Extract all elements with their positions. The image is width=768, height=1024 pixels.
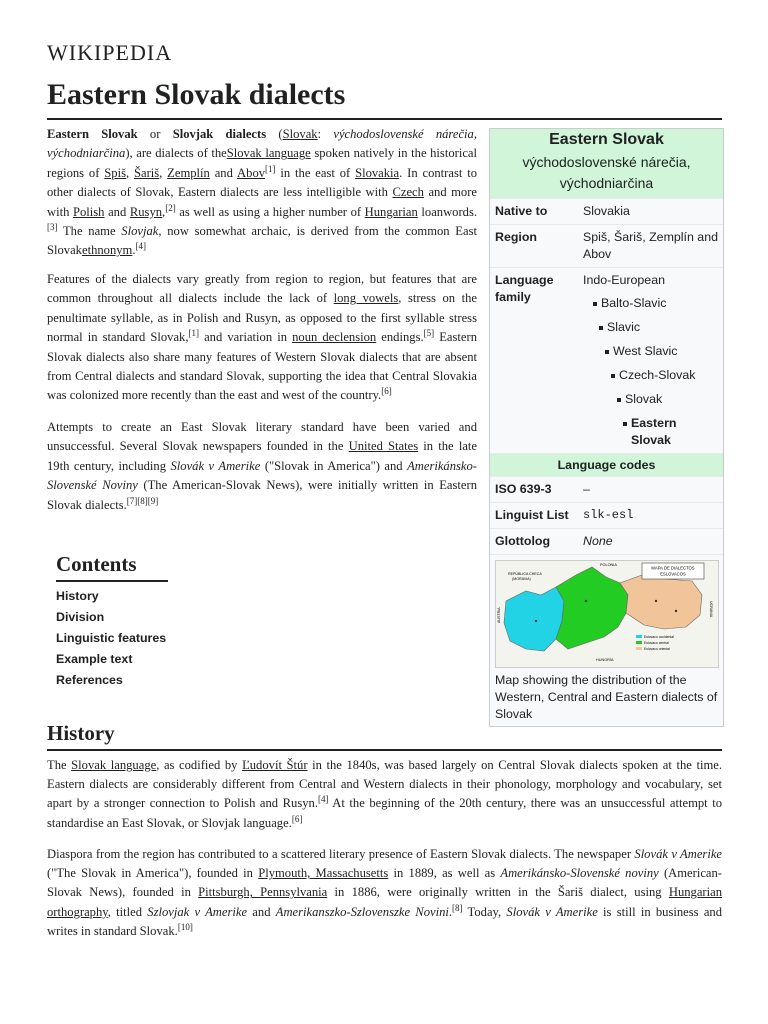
italic-term: Slovák v Amerike [506,904,598,919]
family-tree-item[interactable]: Slovak [625,391,718,408]
map-label-hungary: HUNGRÍA [596,658,614,662]
infobox-value [583,203,718,220]
toc-item-history[interactable]: History [56,589,99,603]
reference-1[interactable]: [1] [265,163,276,174]
language-codes-header: Language codes [490,453,723,476]
infobox-value: – [583,482,590,496]
link-plymouth-massachusetts[interactable]: Plymouth, Massachusetts [258,866,389,881]
text: , as codified by [156,758,243,772]
text: and [247,904,276,919]
link-pittsburgh-pennsylvania[interactable]: Pittsburgh, Pennsylvania [198,885,328,900]
link-abov[interactable]: Abov [237,165,266,180]
link-united-states[interactable]: United States [348,439,419,454]
infobox-header [490,129,723,198]
text: spoken natively in the historical regions of [47,146,477,180]
legend-east-swatch [636,647,642,650]
text: Features of the dialects vary greatly from region to region, but features that are common throughout all dialects include the lack of [47,272,477,306]
infobox-row-glottolog [490,528,723,554]
history-paragraph-1 [47,756,722,833]
legend-east: Eslovaco oriental [644,647,670,651]
link-czech[interactable]: Czech [392,185,424,200]
reference-10[interactable]: [10] [177,921,193,932]
link-spis[interactable]: Spiš [104,165,126,180]
text: The [47,758,72,772]
text: The name [57,224,122,239]
infobox-label[interactable]: Linguist List [495,508,569,522]
infobox-label[interactable]: Glottolog [495,534,551,548]
italic-term: Szlovjak v Amerike [147,904,248,919]
text: (The American-Slovak News), were initially written in Eastern Slovak dialects. [47,478,477,512]
family-tree-item[interactable]: Czech-Slovak [619,367,718,384]
infobox-value [583,272,718,449]
map-label-austria: AUSTRIA [497,607,501,623]
infobox-label[interactable]: ISO 639-3 [495,482,552,496]
map-caption: Map showing the distribution of the Western, Central and Eastern dialects of Slovak [495,673,718,721]
text: Eastern Slovak dialects also share many features of Western Slovak dialects that are absent from Central dialects and standard Slovak, supporting the idea that Central Slovakia was colonized more recently than the east and west of the country. [47,330,477,403]
toc-item-references[interactable]: References [56,673,123,687]
toc-item-example-text[interactable]: Example text [56,652,133,666]
wikipedia-logo[interactable]: WIKIPEDIA [47,40,173,65]
text: endings. [376,330,424,345]
reference-3[interactable]: [3] [47,221,58,232]
text: ( [266,127,283,141]
link-slovak-language[interactable]: Slovak language [71,758,157,772]
infobox-title: Eastern Slovak [549,131,664,148]
italic-term: Slovjak [121,224,159,239]
text: and variation in [199,330,293,345]
text: is still in business and writes in standard Slovak. [47,904,723,938]
reference-8[interactable]: [8] [452,902,463,913]
legend-west: Eslovaco occidental [644,635,674,639]
text: in 1886, were originally written in the Šariš dialect, using [327,885,669,900]
text: ), are dialects of the [125,146,227,161]
infobox-label: Native to [495,204,548,218]
text: and [209,165,238,180]
reference-6[interactable]: [6] [381,386,392,397]
family-tree-item[interactable]: West Slavic [613,343,718,360]
text: At the beginning of the 20th century, there was an unsuccessful attempt to standardise an East Slovak, or Slovjak language. [47,796,722,830]
link-noun-declension[interactable]: noun declension [292,330,377,345]
link-zemplin[interactable]: Zemplín [167,165,210,180]
map-label-ukraine: UCRANIA [709,601,713,618]
italic-term: Amerikánsko-Slovenské noviny [500,866,659,881]
link-ludovit-stur[interactable]: Ľudovít Štúr [242,758,308,772]
text: , [162,204,166,219]
italic-term: Slovák v Amerike [170,458,261,473]
legend-central-swatch [636,641,642,644]
bold-term: Slovjak dialects [172,127,267,141]
table-of-contents [56,552,168,687]
italic-term: Amerikánsko-Slovenské Noviny [47,458,478,493]
infobox-row-iso [490,476,723,502]
text: in the east of [275,165,356,180]
map-city-dot [655,600,657,602]
lead-paragraph-1 [47,125,477,261]
text: . [132,243,136,258]
text: , [125,165,134,180]
infobox-label: Language family [495,273,554,304]
text: , now somewhat archaic, is derived from the common East Slovak [47,224,477,258]
infobox-row-region [490,224,723,267]
family-tree [583,295,718,449]
text: . [448,904,453,919]
title-divider [47,118,722,120]
map-container [490,554,723,726]
link-slovak-language[interactable]: Slovak language [226,146,311,161]
text: : [317,127,334,141]
map-label-poland: POLONIA [600,563,617,567]
family-tree-item[interactable]: Balto-Slavic [601,295,718,312]
link-rusyn[interactable]: Rusyn [129,204,163,219]
reference-7-8-9[interactable]: [7][8][9] [126,495,159,506]
text: Diaspora from the region has contributed to a scattered literary presence of Eastern Slovak dialects. The newspaper [47,847,635,861]
text: and more with [47,185,478,219]
toc-item-division[interactable]: Division [56,610,105,624]
infobox-native-name: východoslovenské nárečia, východniarčina [522,154,691,191]
map-title-line: ESLOVACOS [660,571,686,577]
history-paragraph-2 [47,845,722,941]
toc-item-linguistic-features[interactable]: Linguistic features [56,631,167,645]
text: . In contrast to other dialects of Slovak, Eastern dialects are less intelligible with [47,165,477,200]
link-slovakia[interactable]: Slovakia [583,204,630,218]
text: ("The Slovak in America"), founded in [47,866,259,881]
section-divider [47,749,722,751]
lead-paragraph-2 [47,270,477,406]
text: or [137,127,173,141]
text: in the late 19th century, including [47,439,477,473]
link-slovakia[interactable]: Slovakia [355,165,400,180]
reference-1[interactable]: [1] [188,328,200,339]
legend-central: Eslovaco central [644,641,669,645]
dialect-map-image[interactable] [495,560,719,668]
reference-6[interactable]: [6] [291,813,303,824]
text: loanwords. [417,204,478,219]
map-label-czech: (MORAVIA) [512,577,531,581]
text: as well as using a higher number of [175,204,365,219]
reference-2[interactable]: [2] [165,202,176,213]
map-city-dot [675,610,677,612]
infobox-row-linguist-list [490,502,723,528]
legend-west-swatch [636,635,642,638]
infobox-value[interactable]: slk-esl [583,508,634,522]
map-label-czech: REPÚBLICA CHECA [508,572,542,576]
text: in 1889, as well as [388,866,501,881]
link-ethnonym[interactable]: ethnonym [81,243,133,258]
text: Attempts to create an East Slovak literary standard have been varied and unsuccessful. Several Slovak newspapers founded in the [47,420,477,454]
text: (American-Slovak News), founded in [47,866,723,900]
family-root[interactable]: Indo-European [583,273,665,287]
link-saris[interactable]: Šariš [133,165,160,180]
link-hungarian[interactable]: Hungarian [364,204,418,219]
text: Today, [462,904,507,919]
link-polish[interactable]: Polish [72,204,105,219]
text: , [159,165,168,180]
italic-term: východoslovenské nárečia, východniarčina [47,127,477,161]
reference-4[interactable]: [4] [135,241,147,252]
infobox [489,128,724,727]
text: and [104,204,130,219]
reference-5[interactable]: [5] [423,328,435,339]
infobox-row-native-to [490,198,723,224]
map-city-dot [585,600,587,602]
infobox-value: None [583,534,613,548]
link-slovak[interactable]: Slovak [282,127,318,141]
infobox-row-language-family [490,267,723,453]
text: in the 1840s, was based largely on Central Slovak dialects spoken at the time. Eastern dialects are considerably different from Central and Western dialects in their phonology, morphology and vocabulary, set apart by a stronger connection to Polish and Rusyn. [47,758,722,811]
text: , titled [107,904,148,919]
italic-term: Slovák v Amerike [634,847,723,861]
family-tree-item: Eastern Slovak [631,415,718,449]
map-city-dot [535,620,537,622]
lead-paragraph-3 [47,418,477,515]
infobox-label: Region [495,230,537,244]
link-long-vowels[interactable]: long vowels [333,291,399,306]
section-heading-history: History [47,721,115,745]
link-hungarian-orthography[interactable]: Hungarian orthography [47,885,722,919]
infobox-value: Spiš, Šariš, Zemplín and Abov [583,230,718,261]
bold-term: Eastern Slovak [47,127,138,141]
text: ("Slovak in America") and [260,458,408,473]
italic-term: Amerikanszko-Szlovenszke Novini [275,904,449,919]
reference-4[interactable]: [4] [317,794,329,805]
text: , stress on the penultimate syllable, as in Polish and Rusyn, as opposed to the first syllable stress normal in standard Slovak, [47,291,477,345]
map-title-line: MAPA DE DIALECTOS [651,565,695,571]
page-title: Eastern Slovak dialects [47,78,346,111]
family-tree-item[interactable]: Slavic [607,319,718,336]
toc-title: Contents [56,552,168,582]
